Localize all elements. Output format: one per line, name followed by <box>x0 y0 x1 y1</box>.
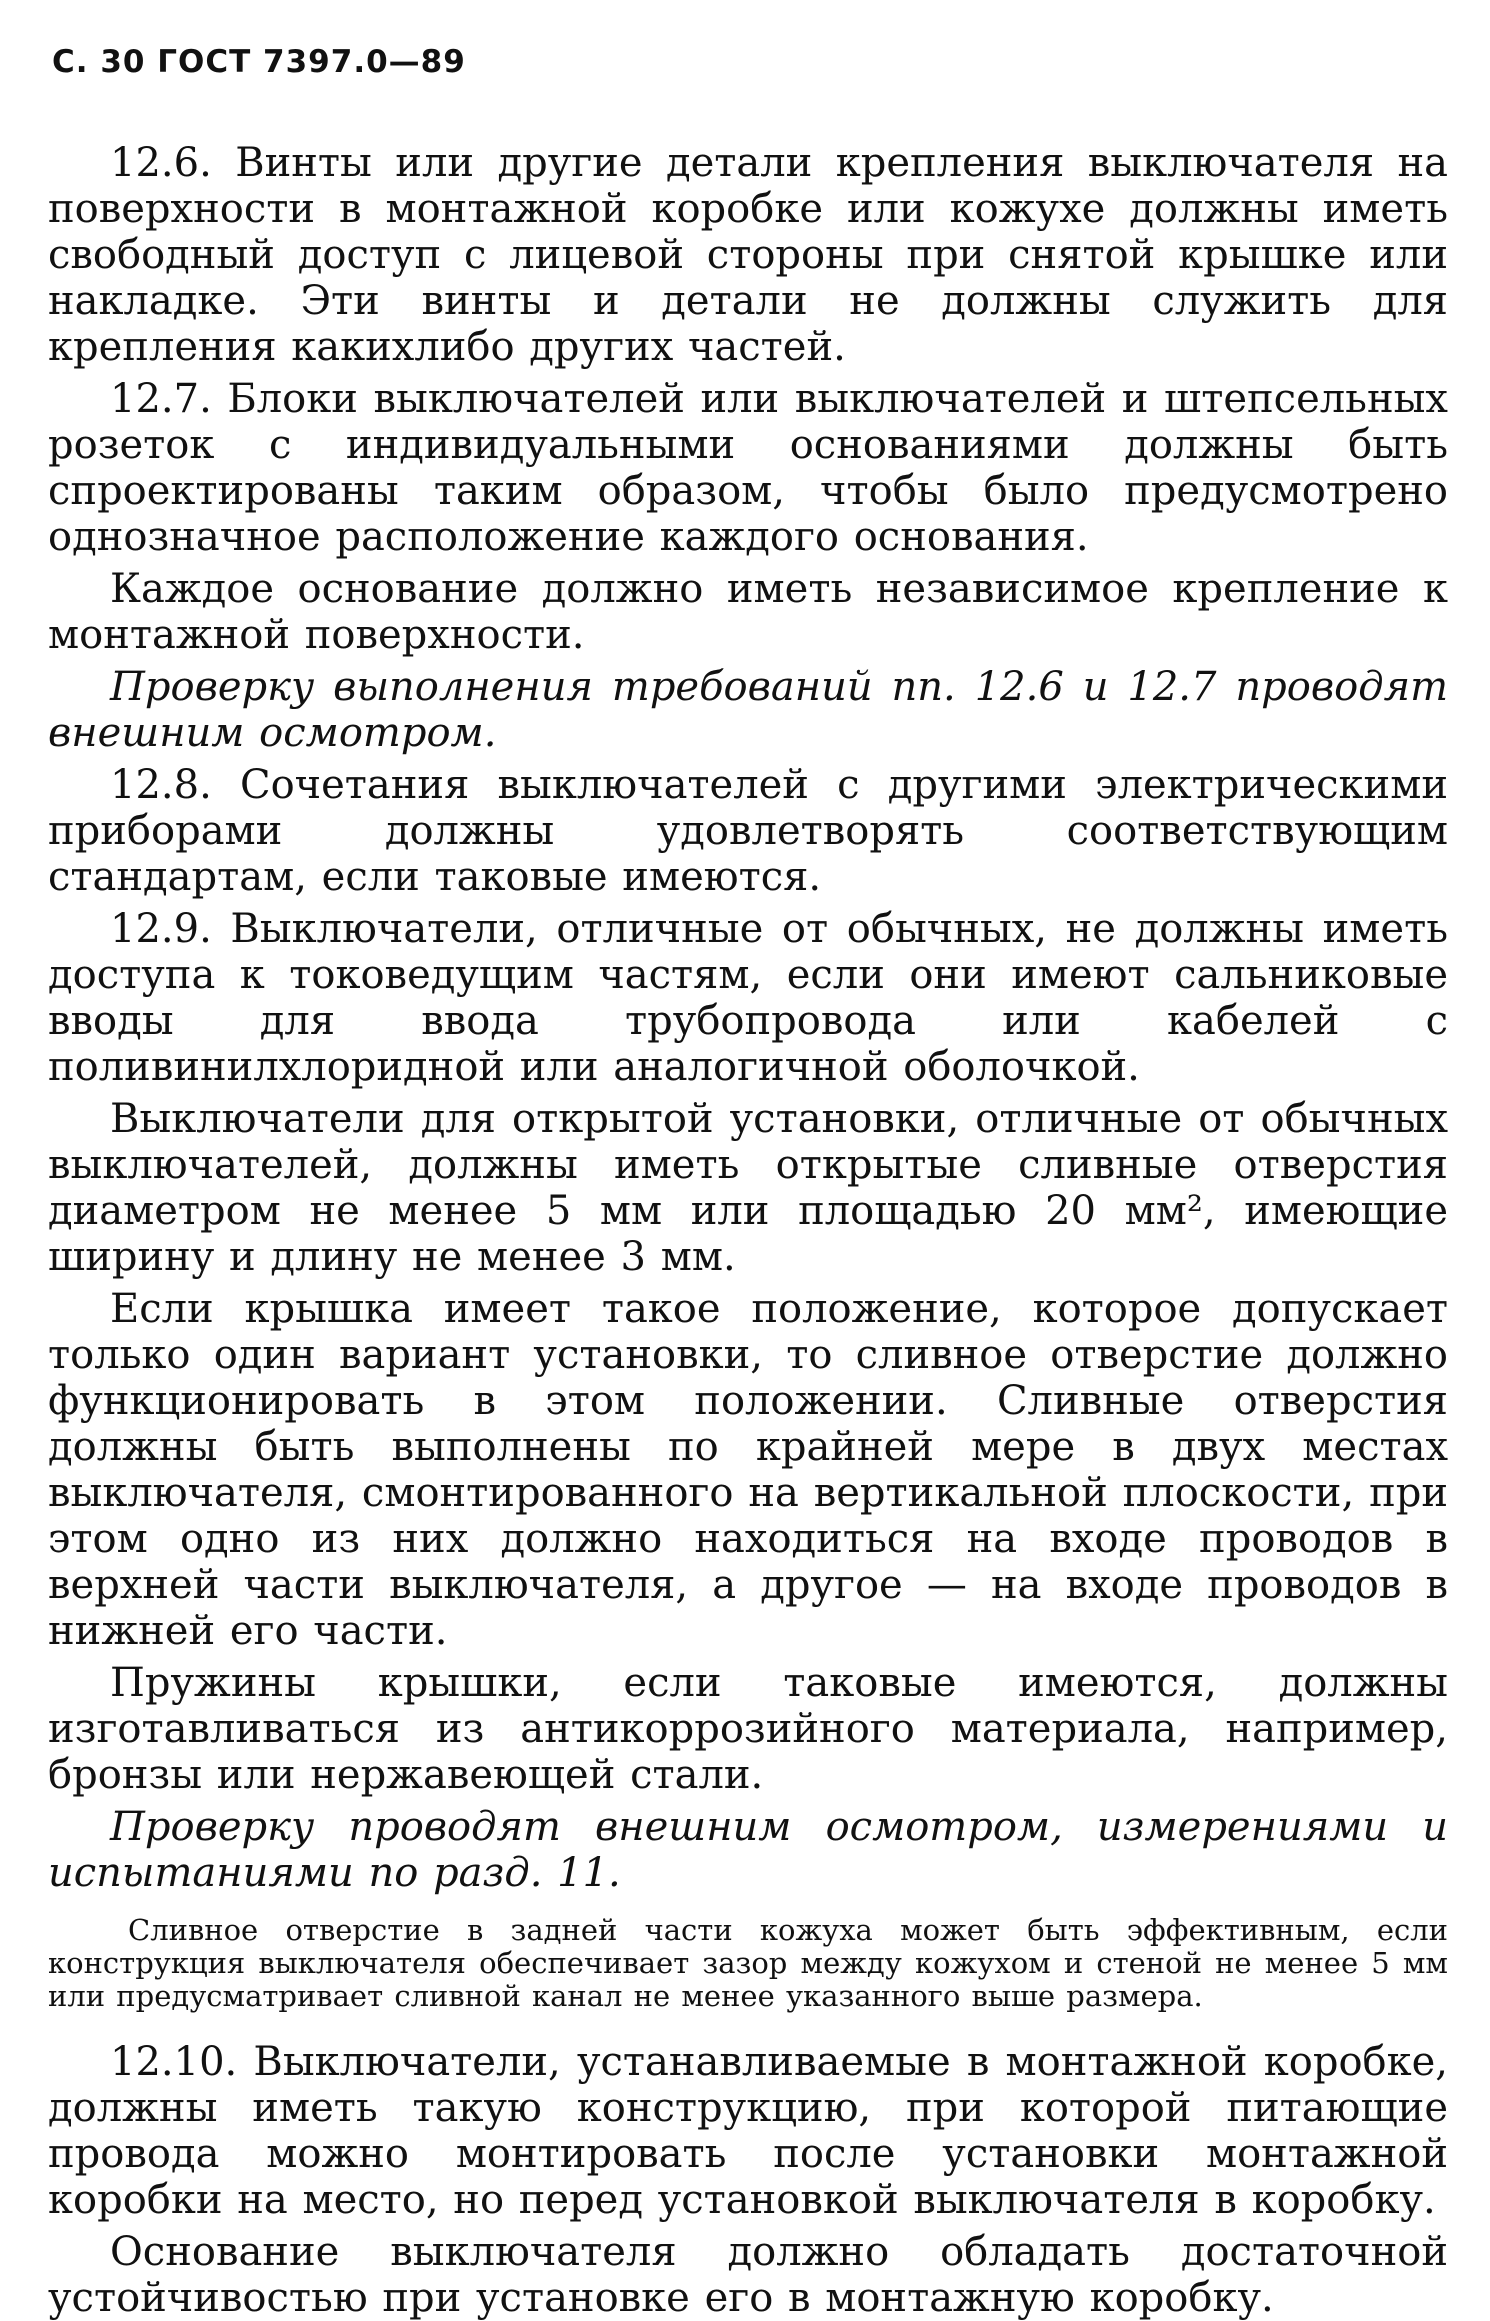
paragraph-12-9: 12.9. Выключатели, отличные от обычных, не должны иметь доступа к токоведущим частям, если они имеют сальниковые вводы для ввода трубопровода или кабелей с поливинилхлоридной или аналогичной оболочкой. <box>48 906 1448 1090</box>
paragraph-12-8: 12.8. Сочетания выключателей с другими электрическими приборами должны удовлетворять соответствующим стандартам, если таковые имеются. <box>48 762 1448 900</box>
document-page <box>48 42 1448 2321</box>
paragraph-drain-holes: Выключатели для открытой установки, отличные от обычных выключателей, должны иметь открытые сливные отверстия диаметром не менее 5 мм или площадью 20 мм², имеющие ширину и длину не менее 3 мм. <box>48 1096 1448 1280</box>
paragraph-cover-position: Если крышка имеет такое положение, которое допускает только один вариант установки, то сливное отверстие должно функционировать в этом положении. Сливные отверстия должны быть выполнены по крайней мере в двух местах выключателя, смонтированного на вертикальной плоскости, при этом одно из них должно находиться на входе проводов в верхней части выключателя, а другое — на входе проводов в нижней его части. <box>48 1286 1448 1654</box>
check-note-section-11: Проверку проводят внешним осмотром, измерениями и испытаниями по разд. 11. <box>48 1804 1448 1896</box>
check-note-12-6-12-7: Проверку выполнения требований пп. 12.6 и 12.7 проводят внешним осмотром. <box>48 664 1448 756</box>
paragraph-12-7: 12.7. Блоки выключателей или выключателей и штепсельных розеток с индивидуальными основаниями должны быть спроектированы таким образом, чтобы было предусмотрено однозначное расположение каждого основания. <box>48 376 1448 560</box>
small-print-note: Сливное отверстие в задней части кожуха может быть эффективным, если конструкция выключателя обеспечивает зазор между кожухом и стеной не менее 5 мм или предусматривает сливной канал не менее указанного выше размера. <box>48 1913 1448 2013</box>
page-header: С. 30 ГОСТ 7397.0—89 <box>52 44 466 80</box>
paragraph-base-stability: Основание выключателя должно обладать достаточной устойчивостью при установке его в монтажную коробку. <box>48 2229 1448 2321</box>
paragraph-base-mounting: Каждое основание должно иметь независимое крепление к монтажной поверхности. <box>48 566 1448 658</box>
paragraph-12-10: 12.10. Выключатели, устанавливаемые в монтажной коробке, должны иметь такую конструкцию, при которой питающие провода можно монтировать после установки монтажной коробки на место, но перед установкой выключателя в коробку. <box>48 2039 1448 2223</box>
paragraph-12-6: 12.6. Винты или другие детали крепления выключателя на поверхности в монтажной коробке или кожухе должны иметь свободный доступ с лицевой стороны при снятой крышке или накладке. Эти винты и детали не должны служить для крепления какихлибо других частей. <box>48 140 1448 370</box>
paragraph-cover-springs: Пружины крышки, если таковые имеются, должны изготавливаться из антикоррозийного материала, например, бронзы или нержавеющей стали. <box>48 1660 1448 1798</box>
